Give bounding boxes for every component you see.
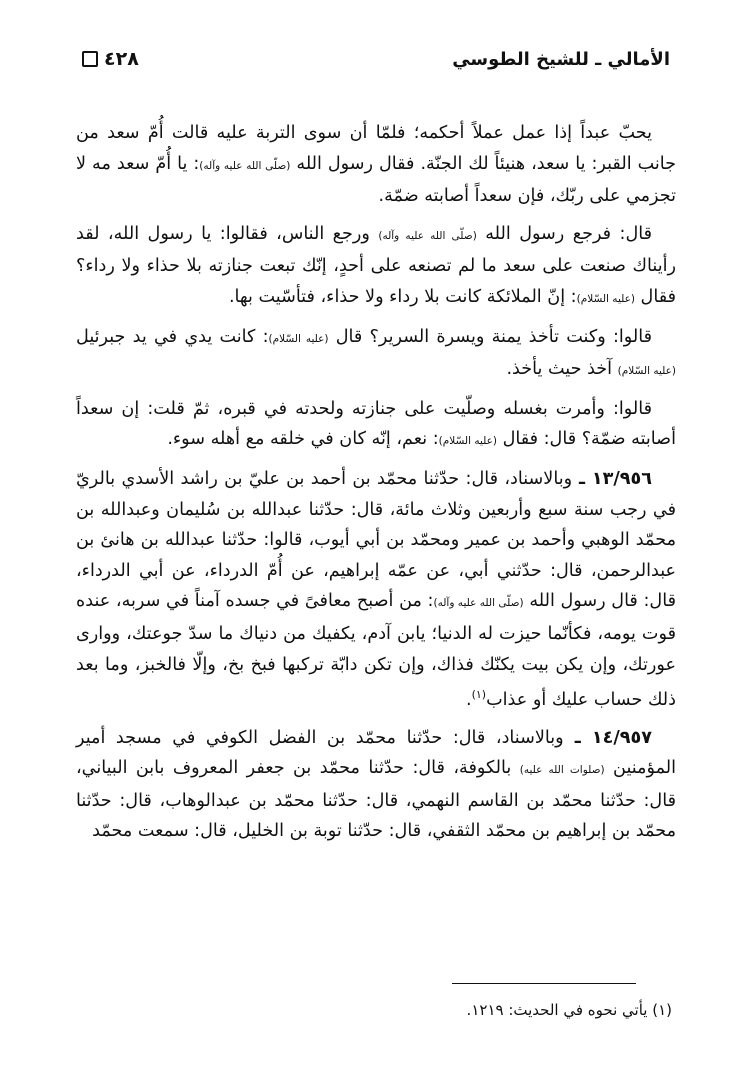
text-run: آخذ حيث يأخذ. <box>506 359 618 380</box>
honorific-text: (عليه السّلام) <box>268 332 329 345</box>
text-run: وبالاسناد، قال: حدّثنا محمّد بن الفضل الكوفي في مسجد أمير المؤمنين <box>76 727 676 779</box>
body-text <box>76 118 676 854</box>
body-paragraph <box>76 219 676 315</box>
text-run: وبالاسناد، قال: حدّثنا محمّد بن أحمد بن عليّ بن راشد الأسدي بالريّ في رجب سنة سبع وأربعين وثلاث مائة، قال: حدّثنا عبدالله بن سُليمان وعبدالله بن محمّد الوهبي وأحمد بن عمير ومحمّد بن أبي أيوب، قالوا: حدّثنا عبدالله بن هانئ بن عبدالرحمن، قال: حدّثني أبي، عن عمّه إبراهيم، عن أُمّ الدرداء، عن أبي الدرداء، قال: قال رسول الله <box>76 468 676 612</box>
honorific-text: (عليه السّلام) <box>617 365 676 378</box>
text-run: ورجع الناس، فقالوا: يا رسول الله، لقد رأيناك صنعت على سعد ما لم تصنعه على أحدٍ، إنّك تبعت جنازته بلا حذاء ولا رداء؟ فقال <box>76 223 676 307</box>
text-run: : نعم، إنّه كان في خلقه مع أهله سوء. <box>167 429 439 450</box>
text-run: قالوا: وكنت تأخذ يمنة ويسرة السرير؟ قال <box>328 326 652 347</box>
text-run: قال: فرجع رسول الله <box>476 223 653 244</box>
body-paragraph <box>76 464 676 716</box>
body-paragraph <box>76 394 676 457</box>
text-run: يحبّ عبداً إذا عمل عملاً أحكمه؛ فلمّا أن سوى التربة عليه قالت أُمّ سعد من جانب القبر: يا سعد، هنيئاً لك الجنّة. فقال رسول الله <box>76 123 676 174</box>
page-number: ٤٢٨ <box>104 48 139 70</box>
honorific-text: (صلّى الله عليه وآله) <box>433 597 524 610</box>
body-paragraph <box>76 322 676 387</box>
page-number-block <box>82 48 139 70</box>
honorific-text: (صلوات الله عليه) <box>519 764 605 777</box>
footnote-separator <box>452 983 636 984</box>
footnote: (١) يأتي نحوه في الحديث: ١٢١٩. <box>466 1001 672 1019</box>
page-header <box>82 44 670 74</box>
text-run: قالوا: وأمرت بغسله وصلّيت على جنازته ولحدته في قبره، ثمّ قلت: إن سعداً أصابته ضمّة؟ قال: فقال <box>76 398 676 450</box>
text-run: : من أصبح معافىً في جسده آمناً في سربه، عنده قوت يومه، فكأنّما حيزت له الدنيا؛ يابن آدم، يكفيك من دنياك ما سدّ جوعتك، ووارى عورتك، وإن يكن بيت يكنّك فذاك، وإن تكن دابّة تركبها فبخ بخ، وإلّا فالخبز، وما بعد ذلك حساب عليك أو عذاب <box>76 591 676 710</box>
honorific-text: (صلّى الله عليه وآله) <box>199 159 291 172</box>
square-box-icon <box>82 51 98 67</box>
text-run: : إنّ الملائكة كانت بلا رداء ولا حذاء، فتأسّيت بها. <box>228 286 577 307</box>
text-run: : كانت يدي في يد جبرئيل <box>76 326 269 347</box>
footnote-marker: (١) <box>471 688 487 702</box>
hadith-number: ١٣/٩٥٦ ـ <box>572 468 653 489</box>
body-paragraph <box>76 118 676 212</box>
honorific-text: (صلّى الله عليه وآله) <box>378 229 477 242</box>
text-run: : يا أُمّ سعد مه لا تجزمي على ربّك، فإن سعداً أصابته ضمّة. <box>76 153 676 207</box>
honorific-text: (عليه السّلام) <box>438 435 497 448</box>
hadith-number: ١٤/٩٥٧ ـ <box>563 727 653 748</box>
running-title: الأمالي ـ للشيخ الطوسي <box>452 48 670 70</box>
text-run: بالكوفة، قال: حدّثنا محمّد بن جعفر المعروف بابن البياني، قال: حدّثنا محمّد بن القاسم النهمي، قال: حدّثنا محمّد بن عبدالوهاب، قال: حدّثنا محمّد بن إبراهيم بن محمّد الثقفي، قال: حدّثنا توبة بن الخليل، قال: سمعت محمّد <box>76 758 676 842</box>
text-run: . <box>465 689 472 710</box>
honorific-text: (عليه السّلام) <box>576 292 635 305</box>
body-paragraph <box>76 723 676 847</box>
